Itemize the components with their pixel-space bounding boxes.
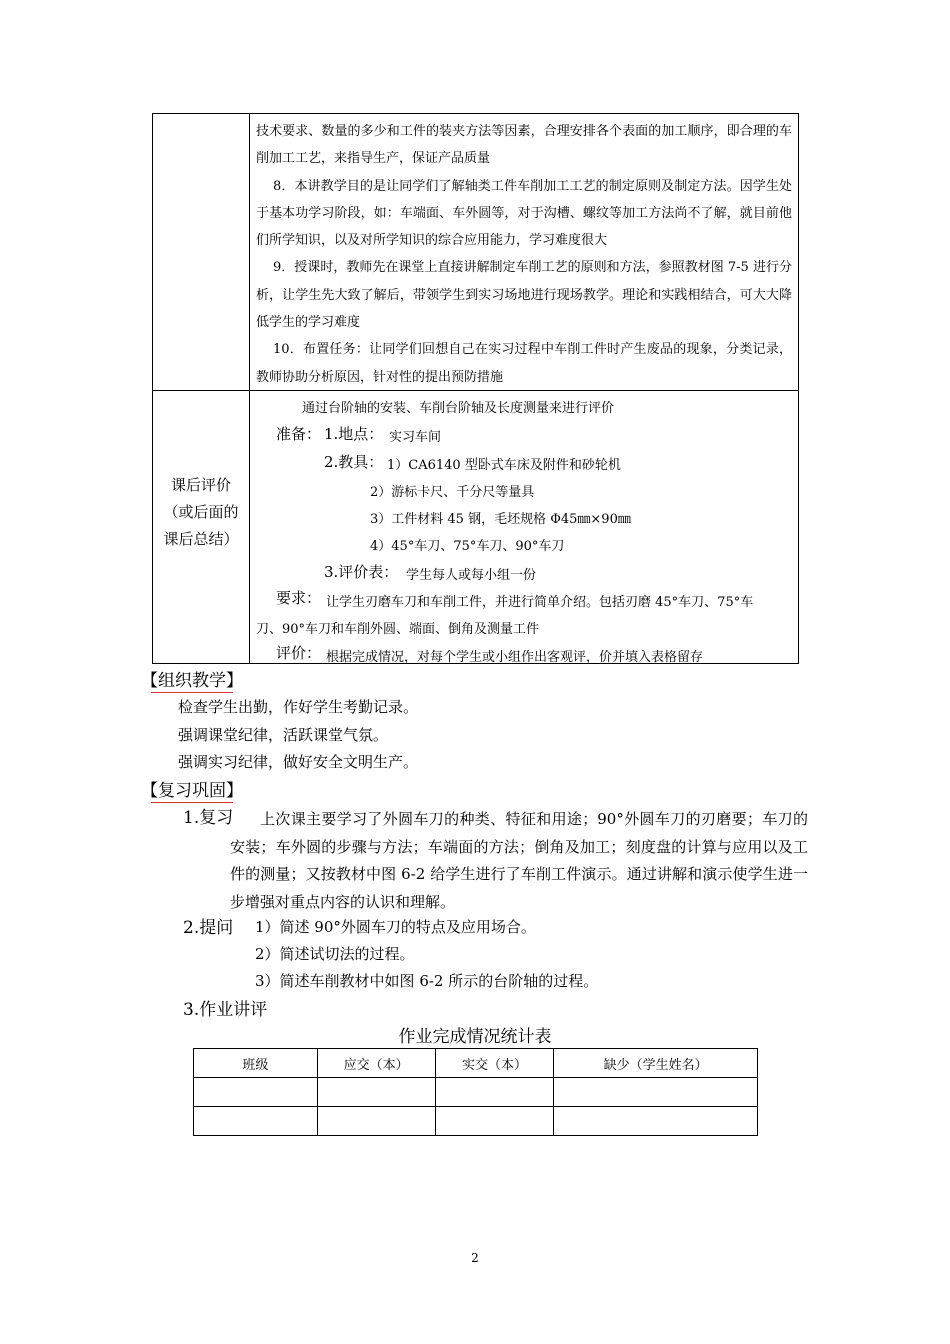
page-number: 2 (471, 1251, 479, 1265)
after-class-evaluation-label: 课后评价（或后面的课后总结） (163, 476, 239, 548)
table-header-cell: 实交（本） (435, 1049, 554, 1078)
org-line: 强调实习纪律，做好安全文明生产。 (178, 753, 419, 771)
review-text: 上次课主要学习了外圆车刀的种类、特征和用途；90°外圆车刀的刃磨要；车刀的安装；车外圆的步骤与方法；车端面的方法；倒角及加工；刻度盘的计算与应用以及工件的测量；又按教材中图 6-2 给学生进行了车削工件演示。通过讲解和演示使学生进一步增强对重点内容的认识和理解。 (230, 810, 808, 911)
table-row (194, 1078, 758, 1107)
notes-paragraph: 10．布置任务：让同学们回想自己在实习过程中车削工件时产生废品的现象，分类记录，教师协助分析原因，针对性的提出预防措施 (256, 342, 792, 385)
tool-item: 4）45°车刀、75°车刀、90°车刀 (370, 539, 565, 554)
table-header-cell: 缺少（学生姓名） (554, 1049, 758, 1078)
table-header-cell: 应交（本） (317, 1049, 435, 1078)
tool-item: 3）工件材料 45 钢，毛坯规格 Φ45㎜×90㎜ (370, 512, 631, 527)
teaching-notes-cell (256, 118, 792, 391)
tools-label: 2.教具： (324, 453, 384, 471)
homework-stats-table (193, 1048, 758, 1136)
heading-underline (151, 692, 233, 693)
table-header-cell: 班级 (194, 1049, 318, 1078)
requirement-text: 让学生刃磨车刀和车削工件，并进行简单介绍。包括刃磨 45°车刀、75°车 (326, 595, 754, 610)
org-line: 强调课堂纪律，活跃课堂气氛。 (178, 726, 389, 744)
column-divider (249, 114, 250, 663)
prep-label: 准备： (276, 425, 322, 443)
evaluation-cell (256, 390, 792, 665)
section-heading-text: 【复习巩固】 (141, 781, 243, 801)
tool-item: 2）游标卡尺、千分尺等量具 (370, 485, 535, 500)
notes-paragraph: 技术要求、数量的多少和工件的装夹方法等因素，合理安排各个表面的加工顺序，即合理的车削加工工艺，来指导生产，保证产品质量 (256, 124, 792, 167)
table-cell (194, 1107, 318, 1136)
question: 3）简述车削教材中如图 6-2 所示的台阶轴的过程。 (255, 972, 599, 990)
stats-table-title: 作业完成情况统计表 (398, 1027, 552, 1047)
location-label: 1.地点： (324, 425, 384, 443)
tool-item: 1）CA6140 型卧式车床及附件和砂轮机 (387, 458, 621, 473)
homework-item-label: 3.作业讲评 (183, 1000, 268, 1020)
table-cell (317, 1078, 435, 1107)
form-value: 学生每人或每小组一份 (406, 568, 537, 583)
form-label: 3.评价表： (324, 563, 399, 581)
table-cell (194, 1078, 318, 1107)
section-heading (141, 776, 243, 801)
question-item-label: 2.提问 (183, 918, 234, 938)
assessment-text: 根据完成情况，对每个学生或小组作出客观评，价并填入表格留存 (326, 650, 704, 665)
table-header-row (194, 1049, 758, 1078)
table-row (194, 1107, 758, 1136)
table-cell (554, 1078, 758, 1107)
section-heading (141, 666, 243, 691)
review-item-label: 1.复习 (183, 808, 234, 828)
eval-intro: 通过台阶轴的安装、车削台阶轴及长度测量来进行评价 (302, 401, 615, 416)
requirement-text: 刀、90°车刀和车削外圆、端面、倒角及测量工件 (256, 622, 540, 637)
review-paragraph (230, 806, 808, 916)
table-cell (435, 1107, 554, 1136)
notes-paragraph: 8．本讲教学目的是让同学们了解轴类工件车削加工工艺的制定原则及制定方法。因学生处于基本功学习阶段，如：车端面、车外圆等，对于沟槽、螺纹等加工方法尚不了解，就目前他们所学知识，以及对所学知识的综合应用能力，学习难度很大 (256, 178, 792, 249)
notes-paragraph: 9．授课时，教师先在课堂上直接讲解制定车削工艺的原则和方法，参照教材图 7-5 进行分析，让学生先大致了解后，带领学生到实习场地进行现场教学。理论和实践相结合，可大大降低学生的学习难度 (256, 260, 792, 331)
location-value: 实习车间 (389, 430, 442, 445)
table-cell (435, 1078, 554, 1107)
assessment-label: 评价： (276, 644, 322, 662)
lesson-table (152, 113, 799, 664)
table-cell (317, 1107, 435, 1136)
section-heading-text: 【组织教学】 (141, 671, 243, 691)
requirement-label: 要求： (276, 589, 322, 607)
table-cell (554, 1107, 758, 1136)
org-line: 检查学生出勤，作好学生考勤记录。 (178, 698, 419, 716)
question: 2）简述试切法的过程。 (255, 945, 415, 963)
question: 1）简述 90°外圆车刀的特点及应用场合。 (255, 918, 536, 936)
